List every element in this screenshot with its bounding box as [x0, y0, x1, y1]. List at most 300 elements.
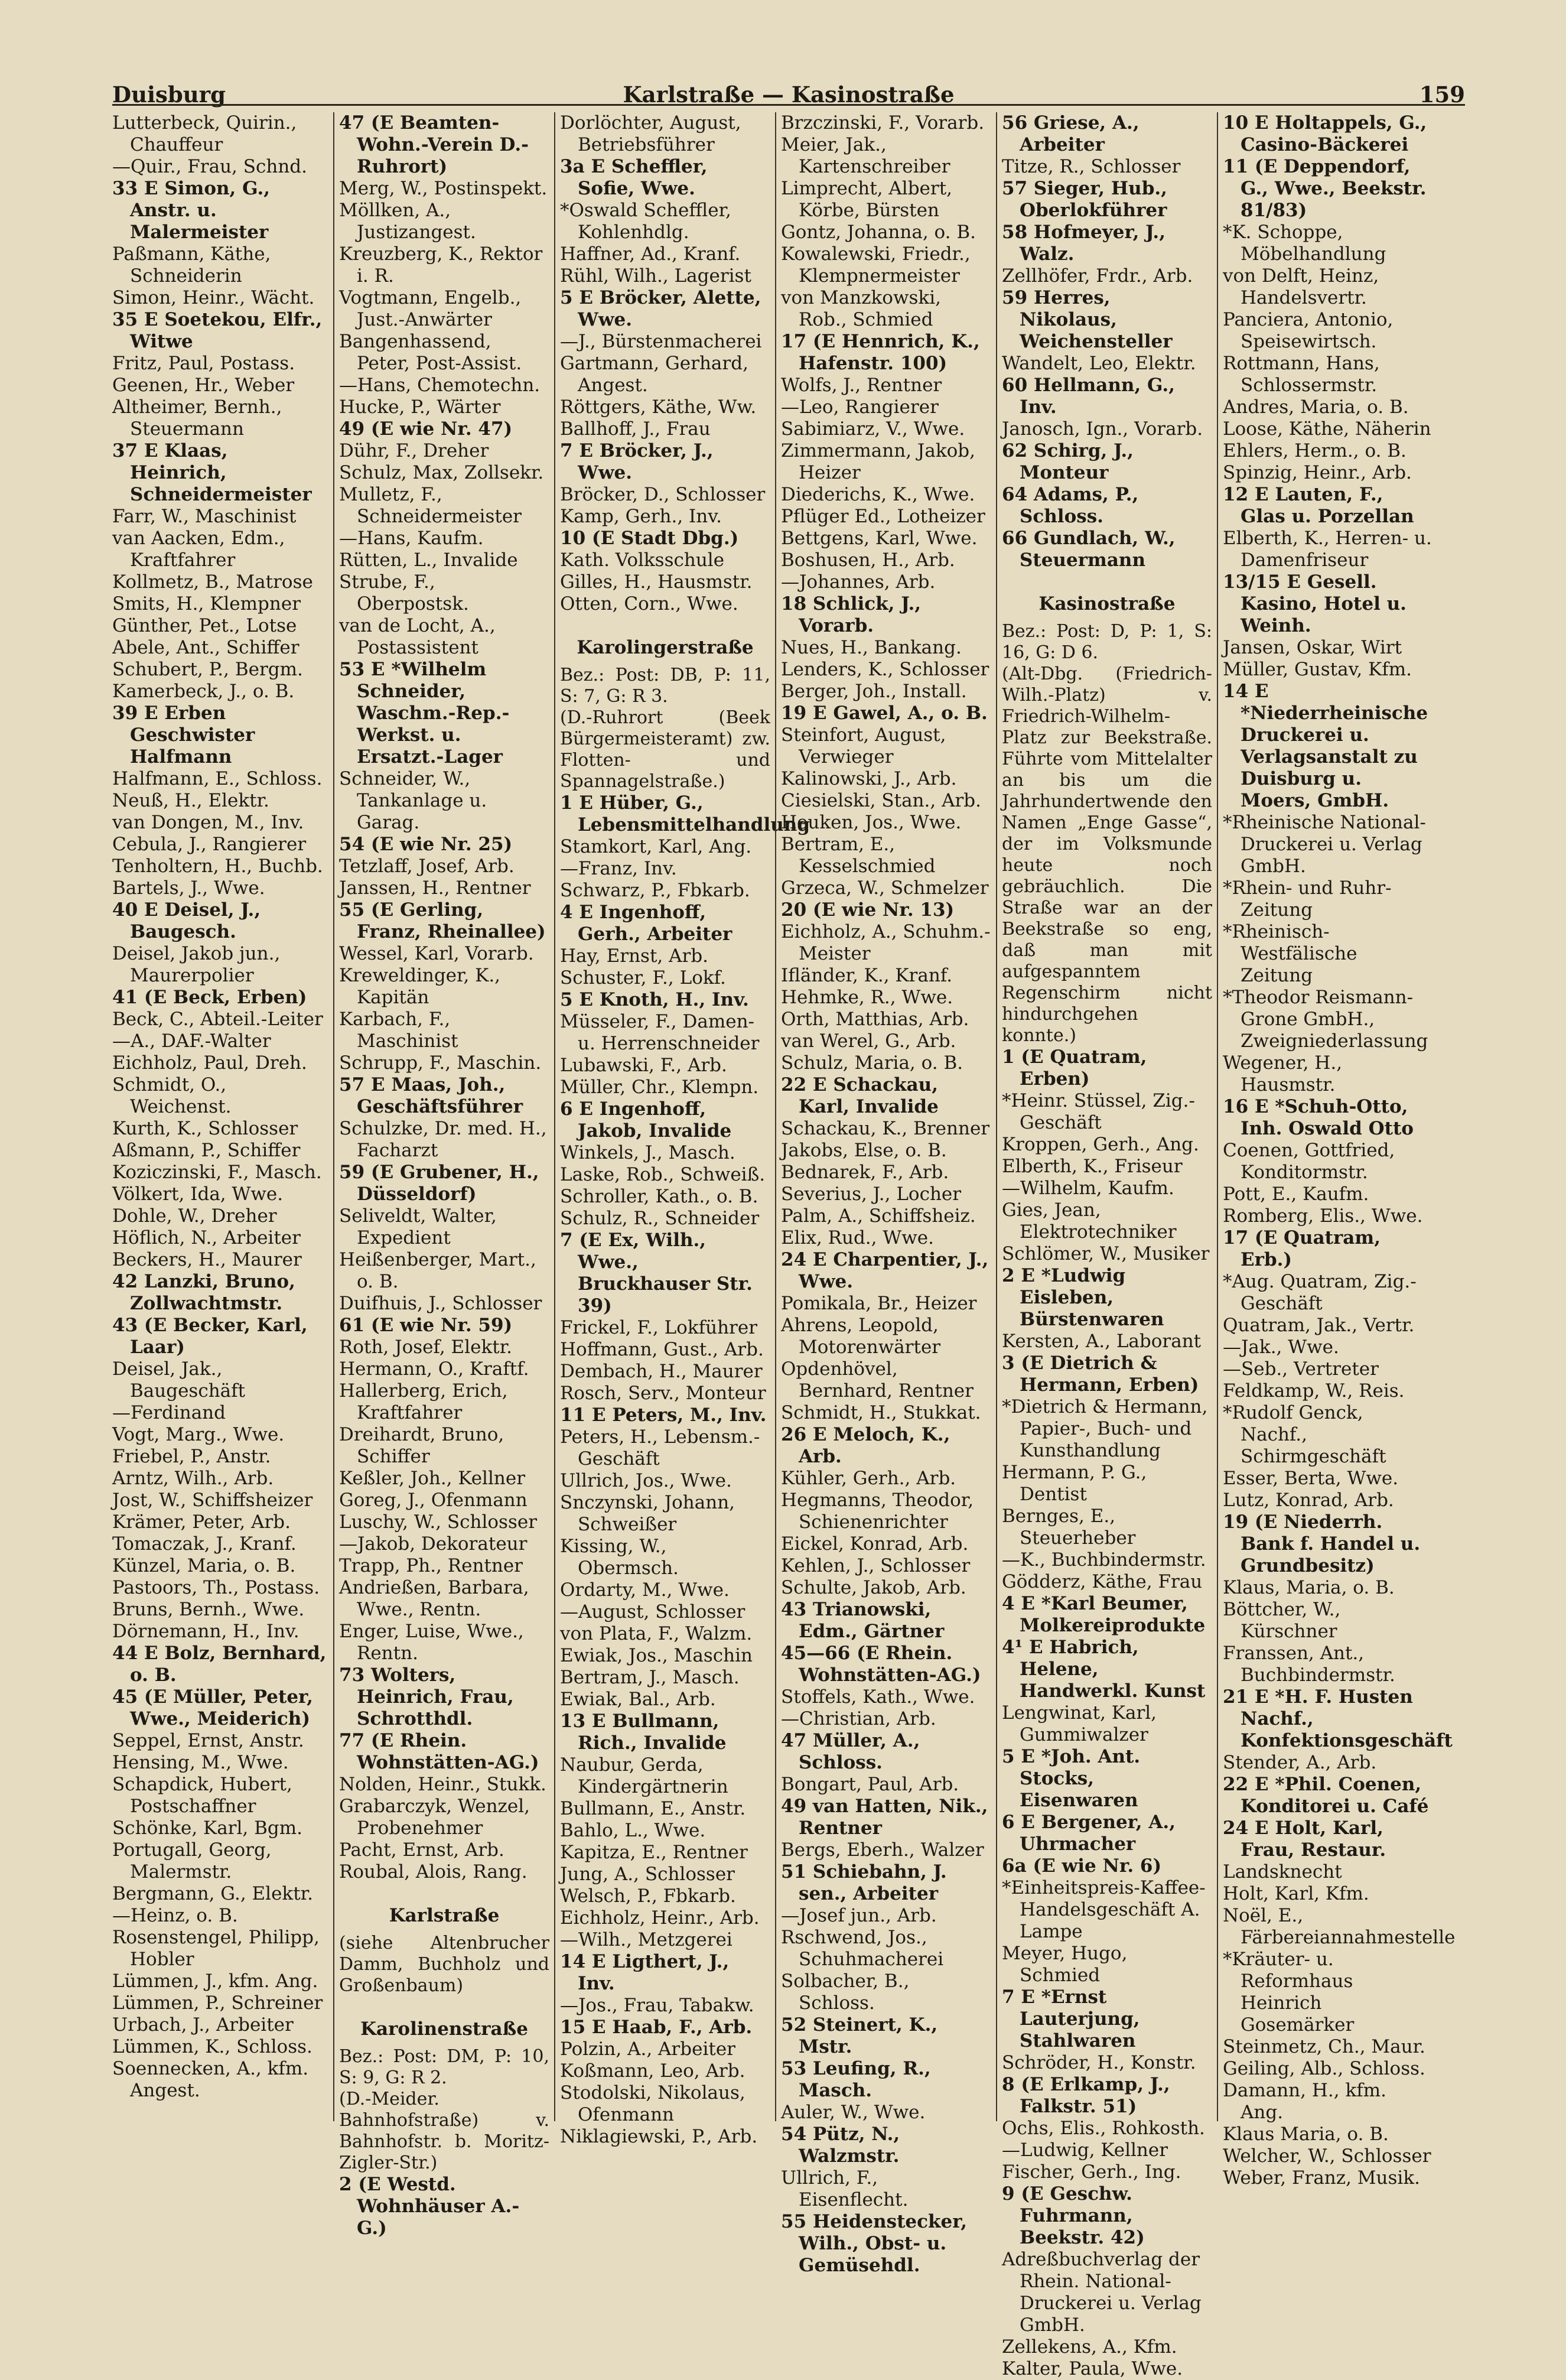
resident-entry: Rosch, Serv., Monteur — [560, 1383, 766, 1404]
resident-entry: Nues, H., Bankang. — [781, 637, 962, 658]
house-entry: 26 E Meloch, K., Arb. — [781, 1424, 950, 1467]
resident-entry: Dorlöchter, August, Betriebsführer — [560, 112, 741, 155]
resident-entry: Altheimer, Bernh., Steuermann — [112, 396, 282, 440]
resident-entry: Steinfort, August, Verwieger — [781, 724, 946, 768]
resident-entry: Ahrens, Leopold, Motorenwärter — [781, 1315, 941, 1358]
resident-entry: Hay, Ernst, Arb. — [560, 945, 709, 967]
house-entry: 39 E Erben Geschwister Halfmann — [112, 703, 255, 768]
resident-entry: Lümmen, P., Schreiner — [112, 1992, 323, 2014]
resident-entry: Rühl, Wilh., Lagerist — [560, 265, 751, 287]
resident-entry: Pacht, Ernst, Arb. — [339, 1839, 504, 1861]
resident-entry: —Jos., Frau, Tabakw. — [560, 1995, 754, 2016]
resident-entry: Schwarz, P., Fbkarb. — [560, 880, 750, 901]
resident-entry: *Theodor Reismann-Grone GmbH., Zweigniederlassung — [1223, 987, 1428, 1052]
resident-entry: von Delft, Heinz, Handelsvertr. — [1223, 265, 1379, 308]
resident-entry: —Jak., Wwe. — [1223, 1337, 1339, 1358]
resident-entry: —Josef jun., Arb. — [781, 1905, 937, 1926]
resident-entry: Tomaczak, J., Kranf. — [112, 1533, 297, 1555]
resident-entry: Kroppen, Gerh., Ang. — [1002, 1134, 1199, 1155]
resident-entry: Dörnemann, H., Inv. — [112, 1621, 299, 1642]
resident-entry: *Einheitspreis-Kaffee-Handelsgeschäft A. Lampe — [1002, 1877, 1206, 1942]
resident-entry: Diederichs, K., Wwe. — [781, 484, 975, 505]
page-header — [112, 76, 1465, 111]
resident-entry: —Ludwig, Kellner — [1002, 2140, 1168, 2161]
resident-entry: —J., Bürstenmacherei — [560, 331, 762, 352]
resident-entry: Schmidt, H., Stukkat. — [781, 1402, 981, 1423]
resident-entry: Kersten, A., Laborant — [1002, 1331, 1202, 1352]
house-entry: 5 E Knoth, H., Inv. — [560, 989, 749, 1010]
resident-entry: Möllken, A., Justizangest. — [339, 200, 476, 243]
resident-entry: Portugall, Georg, Malermstr. — [112, 1839, 272, 1882]
resident-entry: Peters, H., Lebensm.-Geschäft — [560, 1426, 760, 1469]
resident-entry: Bongart, Paul, Arb. — [781, 1774, 959, 1795]
house-entry: 73 Wolters, Heinrich, Frau, Schrotthdl. — [339, 1664, 514, 1729]
resident-entry: Jansen, Oskar, Wirt — [1223, 637, 1402, 658]
resident-entry: Schulz, Maria, o. B. — [781, 1052, 963, 1074]
resident-entry: Solbacher, B., Schloss. — [781, 1971, 910, 2014]
resident-entry: Coenen, Gottfried, Konditormstr. — [1223, 1140, 1395, 1183]
resident-entry: Schröder, H., Konstr. — [1002, 2052, 1196, 2073]
resident-entry: Aßmann, P., Schiffer — [112, 1140, 301, 1161]
resident-entry: Trapp, Ph., Rentner — [339, 1555, 523, 1576]
resident-entry: —Leo, Rangierer — [781, 396, 939, 418]
resident-entry: Stoffels, Kath., Wwe. — [781, 1686, 975, 1708]
resident-entry: Lengwinat, Karl, Gummiwalzer — [1002, 1702, 1157, 1745]
resident-entry: Fritz, Paul, Postass. — [112, 353, 295, 374]
resident-entry: Ullrich, Jos., Wwe. — [560, 1470, 732, 1491]
house-entry: 57 Sieger, Hub., Oberlokführer — [1002, 178, 1167, 221]
house-entry: 5 E Bröcker, Alette, Wwe. — [560, 287, 761, 330]
resident-entry: Stodolski, Nikolaus, Ofenmann — [560, 2082, 745, 2125]
resident-entry: Cebula, J., Rangierer — [112, 834, 307, 855]
resident-entry: Vogtmann, Engelb., Just.-Anwärter — [339, 287, 522, 330]
house-entry: 44 E Bolz, Bernhard, o. B. — [112, 1643, 327, 1686]
house-entry: 15 E Haab, F., Arb. — [560, 2017, 753, 2038]
resident-entry: Enger, Luise, Wwe., Rentn. — [339, 1621, 524, 1664]
street-description: (Alt-Dbg. (Friedrich-Wilh.-Platz) v. Friedrich-Wilhelm-Platz zur Beekstraße. Führte vom Mittelalter an bis um die Jahrhundertwende den Namen „Enge Gasse“, der im Volksmunde heute noch gebräuchlich. Die Straße war an der Beekstraße so eng, daß man mit aufgespanntem Regenschirm nicht hindurchgehen konnte.) — [1002, 664, 1212, 1046]
resident-entry: Kath. Volksschule — [560, 550, 725, 571]
house-entry: 14 E Ligthert, J., Inv. — [560, 1951, 730, 1994]
resident-entry: Dembach, H., Maurer — [560, 1361, 763, 1382]
resident-entry: Grzeca, W., Schmelzer — [781, 877, 989, 899]
resident-entry: Paßmann, Käthe, Schneiderin — [112, 243, 271, 287]
resident-entry: Holt, Karl, Kfm. — [1223, 1883, 1369, 1904]
resident-entry: Hehmke, R., Wwe. — [781, 987, 953, 1008]
resident-entry: Janosch, Ign., Vorarb. — [1002, 418, 1203, 440]
resident-entry: Röttgers, Käthe, Ww. — [560, 396, 757, 418]
resident-entry: Limprecht, Albert, Körbe, Bürsten — [781, 178, 953, 221]
columns — [112, 112, 1465, 2379]
resident-entry: Snczynski, Johann, Schweißer — [560, 1492, 735, 1535]
resident-entry: Simon, Heinr., Wächt. — [112, 287, 315, 308]
resident-entry: Weber, Franz, Musik. — [1223, 2167, 1420, 2189]
resident-entry: Eichholz, Heinr., Arb. — [560, 1907, 760, 1929]
house-entry: 11 (E Deppendorf, G., Wwe., Beekstr. 81/83) — [1223, 156, 1427, 221]
resident-entry: Elix, Rud., Wwe. — [781, 1227, 934, 1248]
resident-entry: Romberg, Elis., Wwe. — [1223, 1205, 1423, 1227]
resident-entry: Lümmen, J., kfm. Ang. — [112, 1971, 318, 1992]
resident-entry: Meier, Jak., Kartenschreiber — [781, 134, 950, 177]
resident-entry: Schmidt, O., Weichenst. — [112, 1074, 232, 1117]
house-entry: 21 E *H. F. Husten Nachf., Konfektionsgeschäft — [1223, 1686, 1453, 1751]
house-entry: 53 E *Wilhelm Schneider, Waschm.-Rep.-Werkst. u. Ersatzt.-Lager — [339, 659, 510, 768]
resident-entry: Bednarek, F., Arb. — [781, 1162, 949, 1183]
house-entry: 33 E Simon, G., Anstr. u. Malermeister — [112, 178, 271, 243]
resident-entry: Schroller, Kath., o. B. — [560, 1186, 758, 1207]
resident-entry: Orth, Matthias, Arb. — [781, 1009, 969, 1030]
resident-entry: Hallerberg, Erich, Kraftfahrer — [339, 1380, 508, 1423]
resident-entry: Pastoors, Th., Postass. — [112, 1577, 320, 1598]
house-entry: 4¹ E Habrich, Helene, Handwerkl. Kunst — [1002, 1637, 1206, 1702]
resident-entry: Wandelt, Leo, Elektr. — [1002, 353, 1196, 374]
resident-entry: Andres, Maria, o. B. — [1223, 396, 1409, 418]
resident-entry: Keßler, Joh., Kellner — [339, 1468, 526, 1489]
resident-entry: *Rhein- und Ruhr-Zeitung — [1223, 877, 1392, 921]
resident-entry: Wessel, Karl, Vorarb. — [339, 943, 534, 964]
resident-entry: van de Locht, A., Postassistent — [339, 615, 496, 658]
house-entry: 9 (E Geschw. Fuhrmann, Beekstr. 42) — [1002, 2183, 1145, 2248]
resident-entry: Niklagiewski, P., Arb. — [560, 2126, 758, 2147]
house-entry: 7 E *Ernst Lauterjung, Stahlwaren — [1002, 1986, 1140, 2051]
resident-entry: Rottmann, Hans, Schlossermstr. — [1223, 353, 1380, 396]
house-entry: 4 E *Karl Beumer, Molkereiprodukte — [1002, 1593, 1206, 1636]
house-entry: 47 Müller, A., Schloss. — [781, 1730, 920, 1773]
resident-entry: Pflüger Ed., Lotheizer — [781, 506, 985, 527]
resident-entry: Geiling, Alb., Schloss. — [1223, 2058, 1425, 2079]
resident-entry: Quatram, Jak., Vertr. — [1223, 1315, 1415, 1336]
resident-entry: von Plata, F., Walzm. — [560, 1623, 753, 1644]
resident-entry: Lenders, K., Schlosser — [781, 659, 989, 680]
resident-entry: Hoffmann, Gust., Arb. — [560, 1339, 764, 1360]
resident-entry: Ullrich, F., Eisenflecht. — [781, 2167, 909, 2210]
resident-entry: Bahlo, L., Wwe. — [560, 1820, 706, 1841]
resident-entry: Bruns, Bernh., Wwe. — [112, 1599, 305, 1620]
house-entry: 7 E Bröcker, J., Wwe. — [560, 440, 714, 483]
resident-entry: Müller, Chr., Klempn. — [560, 1077, 759, 1098]
resident-entry: Sabimiarz, V., Wwe. — [781, 418, 965, 440]
resident-entry: van Werel, G., Arb. — [781, 1030, 956, 1052]
resident-entry: Laske, Rob., Schweiß. — [560, 1164, 766, 1185]
resident-entry: —Seb., Vertreter — [1223, 1358, 1379, 1380]
house-entry: 37 E Klaas, Heinrich, Schneidermeister — [112, 440, 312, 505]
resident-entry: Eichholz, Paul, Dreh. — [112, 1052, 307, 1074]
house-entry: 59 (E Grubener, H., Düsseldorf) — [339, 1162, 539, 1205]
resident-entry: Ifländer, K., Kranf. — [781, 965, 953, 986]
resident-entry: Schapdick, Hubert, Postschaffner — [112, 1774, 292, 1817]
house-entry: 52 Steinert, K., Mstr. — [781, 2014, 938, 2057]
house-entry: 10 E Holtappels, G., Casino-Bäckerei — [1223, 112, 1427, 155]
resident-entry: Elberth, K., Herren- u. Damenfriseur — [1223, 528, 1432, 571]
resident-entry: Dreihardt, Bruno, Schiffer — [339, 1424, 504, 1467]
resident-entry: Ordarty, M., Wwe. — [560, 1579, 730, 1601]
page-title: Karlstraße — Kasinostraße — [623, 82, 955, 108]
resident-entry: von Manzkowski, Rob., Schmied — [781, 287, 941, 330]
house-entry: 6a (E wie Nr. 6) — [1002, 1855, 1162, 1877]
house-entry: 18 Schlick, J., Vorarb. — [781, 593, 922, 636]
resident-entry: Eichholz, A., Schuhm.-Meister — [781, 921, 991, 964]
resident-entry: Palm, A., Schiffsheiz. — [781, 1205, 976, 1227]
resident-entry: Otten, Corn., Wwe. — [560, 593, 738, 614]
resident-entry: Bartels, J., Wwe. — [112, 877, 265, 899]
resident-entry: Janssen, H., Rentner — [339, 877, 531, 899]
resident-entry: Goreg, J., Ofenmann — [339, 1490, 528, 1511]
resident-entry: Jakobs, Else, o. B. — [781, 1140, 947, 1161]
resident-entry: Bertram, E., Kesselschmied — [781, 834, 936, 877]
resident-entry: Meyer, Hugo, Schmied — [1002, 1943, 1128, 1986]
resident-entry: Kurth, K., Schlosser — [112, 1118, 298, 1139]
resident-entry: Smits, H., Klempner — [112, 593, 301, 614]
resident-entry: Lubawski, F., Arb. — [560, 1055, 727, 1076]
house-entry: 6 E Bergener, A., Uhrmacher — [1002, 1812, 1176, 1855]
resident-entry: Bröcker, D., Schlosser — [560, 484, 766, 505]
house-entry: 66 Gundlach, W., Steuermann — [1002, 528, 1176, 571]
resident-entry: Höflich, N., Arbeiter — [112, 1227, 301, 1248]
resident-entry: Andrießen, Barbara, Wwe., Rentn. — [339, 1577, 529, 1620]
resident-entry: Duifhuis, J., Schlosser — [339, 1293, 542, 1314]
resident-entry: van Aacken, Edm., Kraftfahrer — [112, 528, 285, 571]
resident-entry: Schubert, P., Bergm. — [112, 659, 303, 680]
resident-entry: Ochs, Elis., Rohkosth. — [1002, 2118, 1205, 2139]
resident-entry: Rschwend, Jos., Schuhmacherei — [781, 1927, 944, 1970]
house-entry: 13 E Bullmann, Rich., Invalide — [560, 1711, 727, 1754]
column-2 — [333, 112, 554, 2239]
resident-entry: Zellhöfer, Frdr., Arb. — [1002, 265, 1193, 287]
resident-entry: Rütten, L., Invalide — [339, 550, 518, 571]
resident-entry: Roth, Josef, Elektr. — [339, 1337, 512, 1358]
resident-entry: Jung, A., Schlosser — [560, 1864, 735, 1885]
street-heading: Karlstraße — [389, 1905, 500, 1926]
resident-entry: Schulz, Max, Zollsekr. — [339, 462, 544, 483]
resident-entry: Kapitza, E., Rentner — [560, 1842, 748, 1863]
house-entry: 58 Hofmeyer, J., Walz. — [1002, 222, 1166, 265]
resident-entry: Rosenstengel, Philipp, Hobler — [112, 1927, 320, 1970]
resident-entry: Zimmermann, Jakob, Heizer — [781, 440, 975, 483]
resident-entry: Titze, R., Schlosser — [1002, 156, 1181, 177]
resident-entry: Hensing, M., Wwe. — [112, 1752, 289, 1773]
resident-entry: Lutz, Konrad, Arb. — [1223, 1490, 1394, 1511]
house-entry: 51 Schiebahn, J. sen., Arbeiter — [781, 1861, 947, 1904]
house-entry: 12 E Lauten, F., Glas u. Porzellan — [1223, 484, 1414, 527]
resident-entry: —Wilh., Metzgerei — [560, 1929, 732, 1950]
resident-entry: Pott, E., Kaufm. — [1223, 1184, 1369, 1205]
house-entry: 16 E *Schuh-Otto, Inh. Oswald Otto — [1223, 1096, 1414, 1139]
resident-entry: Geenen, Hr., Weber — [112, 375, 295, 396]
house-entry: 42 Lanzki, Bruno, Zollwachtmstr. — [112, 1271, 295, 1314]
resident-entry: Schulte, Jakob, Arb. — [781, 1577, 966, 1598]
resident-entry: *Oswald Scheffler, Kohlenhdlg. — [560, 200, 731, 243]
resident-entry: Beck, C., Abteil.-Leiter — [112, 1009, 323, 1030]
resident-entry: Lutterbeck, Quirin., Chauffeur — [112, 112, 297, 155]
resident-entry: Bergs, Eberh., Walzer — [781, 1839, 984, 1861]
resident-entry: Feldkamp, W., Reis. — [1223, 1380, 1405, 1402]
resident-entry: Krewelding​er, K., Kapitän — [339, 965, 501, 1008]
house-entry: 49 van Hatten, Nik., Rentner — [781, 1796, 988, 1839]
house-entry: 17 (E Quatram, Erb.) — [1223, 1227, 1381, 1270]
house-entry: 2 E *Ludwig Eisleben, Bürstenwaren — [1002, 1265, 1164, 1330]
resident-entry: Heißenberger, Mart., o. B. — [339, 1249, 536, 1292]
resident-entry: Merg, W., Postinspekt. — [339, 178, 548, 199]
resident-entry: Ballhoff, J., Frau — [560, 418, 711, 440]
house-entry: 2 (E Westd. Wohnhäuser A.-G.) — [339, 2174, 520, 2239]
resident-entry: Loose, Käthe, Näherin — [1223, 418, 1431, 440]
resident-entry: Wolfs, J., Rentner — [781, 375, 942, 396]
resident-entry: Hucke, P., Wärter — [339, 396, 501, 418]
resident-entry: Hermann, P. G., Dentist — [1002, 1462, 1147, 1505]
resident-entry: Beckers, H., Maurer — [112, 1249, 302, 1270]
resident-entry: Welsch, P., Fbkarb. — [560, 1885, 736, 1907]
resident-entry: Krämer, Peter, Arb. — [112, 1511, 291, 1533]
house-entry: 35 E Soetekou, Elfr., Witwe — [112, 309, 323, 352]
resident-entry: Seliveldt, Walter, Expedient — [339, 1205, 497, 1248]
resident-entry: Welcher, W., Schlosser — [1223, 2145, 1431, 2167]
resident-entry: *K. Schoppe, Möbelhandlung — [1223, 222, 1386, 265]
house-entry: 40 E Deisel, J., Baugesch. — [112, 899, 261, 942]
house-entry: 53 Leufing, R., Masch. — [781, 2058, 931, 2101]
house-entry: 41 (E Beck, Erben) — [112, 987, 307, 1008]
resident-entry: —Franz, Inv. — [560, 858, 677, 879]
resident-entry: Halfmann, E., Schloss. — [112, 768, 323, 789]
house-entry: 6 E Ingenhoff, Jakob, Invalide — [560, 1098, 732, 1142]
column-6 — [1217, 112, 1456, 2189]
house-entry: 11 E Peters, M., Inv. — [560, 1404, 767, 1426]
resident-entry: Kissing, W., Obermsch. — [560, 1536, 679, 1579]
city-name: Duisburg — [112, 82, 226, 108]
resident-entry: Heuken, Jos., Wwe. — [781, 812, 962, 833]
house-entry: 8 (E Erlkamp, J., Falkstr. 51) — [1002, 2074, 1170, 2117]
resident-entry: Auler, W., Wwe. — [781, 2102, 926, 2123]
resident-entry: Hegmanns, Theodor, Schienenrichter — [781, 1490, 974, 1533]
resident-entry: Polzin, A., Arbeiter — [560, 2038, 735, 2060]
resident-entry: Soennecken, A., kfm. Angest. — [112, 2058, 309, 2101]
resident-entry: Völkert, Ida, Wwe. — [112, 1184, 284, 1205]
resident-entry: —August, Schlosser — [560, 1601, 745, 1623]
resident-entry: Deisel, Jakob jun., Maurerpolier — [112, 943, 281, 986]
resident-entry: Berger, Joh., Install. — [781, 681, 967, 702]
house-entry: 57 E Maas, Joh., Geschäftsführer — [339, 1074, 523, 1117]
resident-entry: Schackau, K., Brenner — [781, 1118, 990, 1139]
street-description: Bez.: Post: DB, P: 11, S: 7, G: R 3. — [560, 665, 770, 707]
resident-entry: Kalter, Paula, Wwe. — [1002, 2358, 1183, 2379]
house-entry: 22 E Schackau, Karl, Invalide — [781, 1074, 939, 1117]
resident-entry: —Hans, Kaufm. — [339, 528, 484, 549]
resident-entry: Seppel, Ernst, Anstr. — [112, 1730, 304, 1751]
resident-entry: Schuster, F., Lokf. — [560, 967, 726, 989]
resident-entry: —Hans, Chemotechn. — [339, 375, 541, 396]
resident-entry: Boshusen, H., Arb. — [781, 550, 955, 571]
house-entry: 3 (E Dietrich & Hermann, Erben) — [1002, 1352, 1199, 1396]
resident-entry: —K., Buchbindermstr. — [1002, 1549, 1206, 1571]
resident-entry: Dohle, W., Dreher — [112, 1205, 277, 1227]
resident-entry: Brzczinski, F., Vorarb. — [781, 112, 985, 134]
resident-entry: —Ferdinand — [112, 1402, 226, 1423]
resident-entry: Klaus, Maria, o. B. — [1223, 1577, 1395, 1598]
resident-entry: Franssen, Ant., Buchbindermstr. — [1223, 1643, 1395, 1686]
resident-entry: Klaus Maria, o. B. — [1223, 2124, 1389, 2145]
resident-entry: Karbach, F., Maschinist — [339, 1009, 458, 1052]
resident-entry: *Dietrich & Hermann, Papier-, Buch- und Kunsthandlung — [1002, 1396, 1208, 1461]
resident-entry: Bullmann, E., Anstr. — [560, 1798, 746, 1819]
resident-entry: Gödderz, Käthe, Frau — [1002, 1571, 1203, 1592]
resident-entry: Lümmen, K., Schloss. — [112, 2036, 312, 2057]
house-entry: 62 Schirg, J., Monteur — [1002, 440, 1134, 483]
resident-entry: Neuß, H., Elektr. — [112, 790, 269, 811]
house-entry: 45 (E Müller, Peter, Wwe., Meiderich) — [112, 1686, 313, 1729]
street-description: Bez.: Post: D, P: 1, S: 16, G: D 6. — [1002, 621, 1212, 663]
resident-entry: Severius, J., Locher — [781, 1184, 962, 1205]
house-entry: 77 (E Rhein. Wohnstätten-AG.) — [339, 1730, 539, 1773]
resident-entry: Ciesielski, Stan., Arb. — [781, 790, 981, 811]
house-entry: 59 Herres, Nikolaus, Weichensteller — [1002, 287, 1173, 352]
resident-entry: Tetzlaff, Josef, Arb. — [339, 856, 515, 877]
street-description: (siehe Altenbrucher Damm, Buchholz und Großenbaum) — [339, 1933, 549, 1996]
resident-entry: Kehlen, J., Schlosser — [781, 1555, 971, 1576]
resident-entry: Müller, Gustav, Kfm. — [1223, 659, 1412, 680]
house-entry: 13/15 E Gesell. Kasino, Hotel u. Weinh. — [1223, 571, 1407, 636]
house-entry: 56 Griese, A., Arbeiter — [1002, 112, 1139, 155]
resident-entry: Künzel, Maria, o. B. — [112, 1555, 296, 1576]
resident-entry: Koßmann, Leo, Arb. — [560, 2060, 745, 2082]
resident-entry: Winkels, J., Masch. — [560, 1142, 735, 1163]
resident-entry: Dühr, F., Dreher — [339, 440, 489, 461]
resident-entry: Eickel, Konrad, Arb. — [781, 1533, 969, 1555]
house-entry: 60 Hellmann, G., Inv. — [1002, 375, 1176, 418]
house-entry: 49 (E wie Nr. 47) — [339, 418, 513, 440]
resident-entry: Bernges, E., Steuerheber — [1002, 1506, 1136, 1549]
resident-entry: Bangenhassend, Peter, Post-Assist. — [339, 331, 522, 374]
resident-entry: Stamkort, Karl, Ang. — [560, 836, 752, 857]
resident-entry: Zellekens, A., Kfm. — [1002, 2336, 1177, 2358]
resident-entry: *Heinr. Stüssel, Zig.-Geschäft — [1002, 1090, 1195, 1133]
resident-entry: Kamerbeck, J., o. B. — [112, 681, 295, 702]
resident-entry: Spinzig, Heinr., Arb. — [1223, 462, 1412, 483]
resident-entry: —Johannes, Arb. — [781, 571, 936, 593]
column-5 — [996, 112, 1217, 2379]
resident-entry: Friebel, P., Anstr. — [112, 1446, 271, 1467]
house-entry: 1 (E Quatram, Erben) — [1002, 1046, 1147, 1090]
resident-entry: Gartmann, Gerhard, Angest. — [560, 353, 748, 396]
house-entry: 3a E Scheffler, Sofie, Wwe. — [560, 156, 708, 199]
resident-entry: Bergmann, G., Elektr. — [112, 1883, 313, 1904]
resident-entry: Roubal, Alois, Rang. — [339, 1861, 528, 1882]
resident-entry: Haffner, Ad., Kranf. — [560, 243, 741, 265]
resident-entry: Deisel, Jak., Baugeschäft — [112, 1358, 246, 1402]
resident-entry: Kowalewski, Friedr., Klempnermeister — [781, 243, 971, 287]
house-entry: 55 (E Gerling, Franz, Rheinallee) — [339, 899, 546, 942]
resident-entry: Nolden, Heinr., Stukk. — [339, 1774, 546, 1795]
resident-entry: Kalinowski, J., Arb. — [781, 768, 957, 789]
resident-entry: Steinmetz, Ch., Maur. — [1223, 2036, 1425, 2057]
house-entry: 45—66 (E Rhein. Wohnstätten-AG.) — [781, 1643, 981, 1686]
house-entry: 24 E Charpentier, J., Wwe. — [781, 1249, 989, 1292]
resident-entry: Naubur, Gerda, Kindergärtnerin — [560, 1754, 728, 1797]
house-entry: 47 (E Beamten-Wohn.-Verein D.-Ruhrort) — [339, 112, 529, 177]
resident-entry: Wegener, H., Hausmstr. — [1223, 1052, 1343, 1095]
resident-entry: —Jakob, Dekorateur — [339, 1533, 528, 1555]
resident-entry: Schrupp, F., Maschin. — [339, 1052, 542, 1074]
street-heading: Kasinostraße — [1038, 593, 1176, 614]
resident-entry: Frickel, F., Lokführer — [560, 1317, 758, 1338]
house-entry: 54 (E wie Nr. 25) — [339, 834, 513, 855]
page-number: 159 — [1419, 82, 1465, 108]
resident-entry: Schönke, Karl, Bgm. — [112, 1817, 302, 1839]
resident-entry: Damann, H., kfm. Ang. — [1223, 2080, 1386, 2123]
resident-entry: Abele, Ant., Schiffer — [112, 637, 299, 658]
resident-entry: Kühler, Gerh., Arb. — [781, 1468, 956, 1489]
resident-entry: Vogt, Marg., Wwe. — [112, 1424, 285, 1445]
resident-entry: Fischer, Gerh., Ing. — [1002, 2161, 1181, 2183]
resident-entry: *Aug. Quatram, Zig.-Geschäft — [1223, 1271, 1417, 1314]
resident-entry: Pomikala, Br., Heizer — [781, 1293, 977, 1314]
